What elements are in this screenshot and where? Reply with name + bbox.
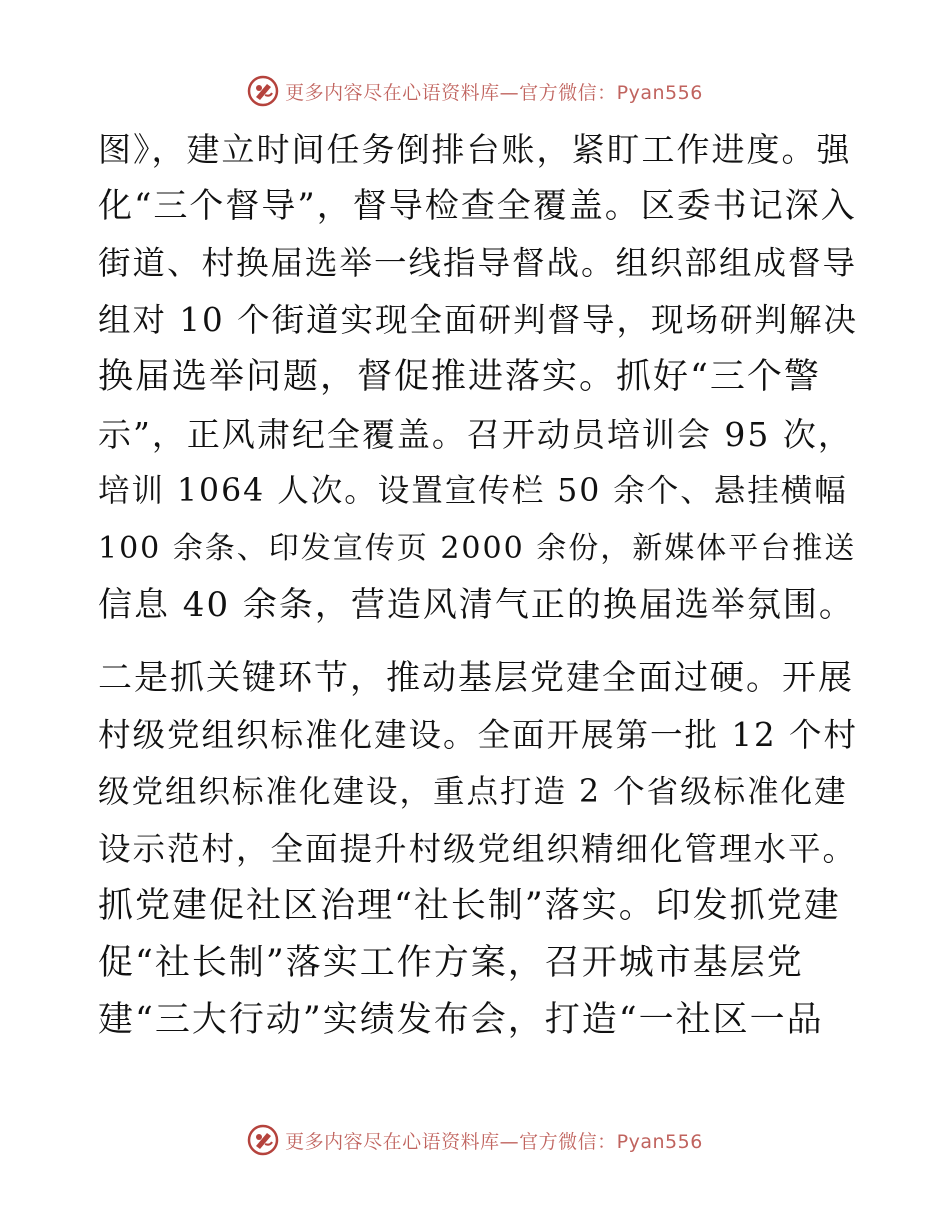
watermark-text: 更多内容尽在心语资料库—官方微信：Pyan556 xyxy=(285,81,703,104)
text-line: 化“三个督导”，督导检查全覆盖。区委书记深入 xyxy=(98,186,857,226)
text-line: 级党组织标准化建设，重点打造 2 个省级标准化建 xyxy=(98,774,848,810)
text-line: 二是抓关键环节，推动基层党建全面过硬。开展 xyxy=(98,658,854,698)
text-line: 组对 10 个街道实现全面研判督导，现场研判解决 xyxy=(98,301,859,339)
watermark-text: 更多内容尽在心语资料库—官方微信：Pyan556 xyxy=(285,1130,703,1153)
text-line: 村级党组织标准化建设。全面开展第一批 12 个村 xyxy=(98,716,859,754)
text-line: 图》，建立时间任务倒排台账，紧盯工作进度。强 xyxy=(98,130,852,169)
document-body xyxy=(98,121,858,1049)
text-line: 换届选举问题，督促推进落实。抓好“三个警 xyxy=(98,357,821,397)
text-line: 促“社长制”落实工作方案，召开城市基层党 xyxy=(98,943,804,983)
header-watermark xyxy=(0,71,950,111)
footer-watermark xyxy=(0,1120,950,1160)
seal-logo-icon xyxy=(247,1124,279,1156)
paragraph xyxy=(98,121,858,634)
text-line: 信息 40 余条，营造风清气正的换届选举氛围。 xyxy=(98,585,855,625)
text-line: 建“三大行动”实绩发布会，打造“一社区一品 xyxy=(98,1000,824,1040)
text-line: 设示范村，全面提升村级党组织精细化管理水平。 xyxy=(98,830,858,868)
text-line: 100 余条、印发宣传页 2000 余份，新媒体平台推送 xyxy=(98,531,857,566)
text-line: 抓党建促社区治理“社长制”落实。印发抓党建 xyxy=(98,886,841,926)
text-line: 培训 1064 人次。设置宣传栏 50 余个、悬挂横幅 xyxy=(98,473,848,509)
text-line: 示”，正风肃纪全覆盖。召开动员培训会 95 次， xyxy=(98,415,853,454)
paragraph-gap xyxy=(98,634,858,650)
seal-logo-icon xyxy=(247,75,279,107)
paragraph xyxy=(98,650,858,1049)
text-line: 街道、村换届选举一线指导督战。组织部组成督导 xyxy=(98,244,858,282)
